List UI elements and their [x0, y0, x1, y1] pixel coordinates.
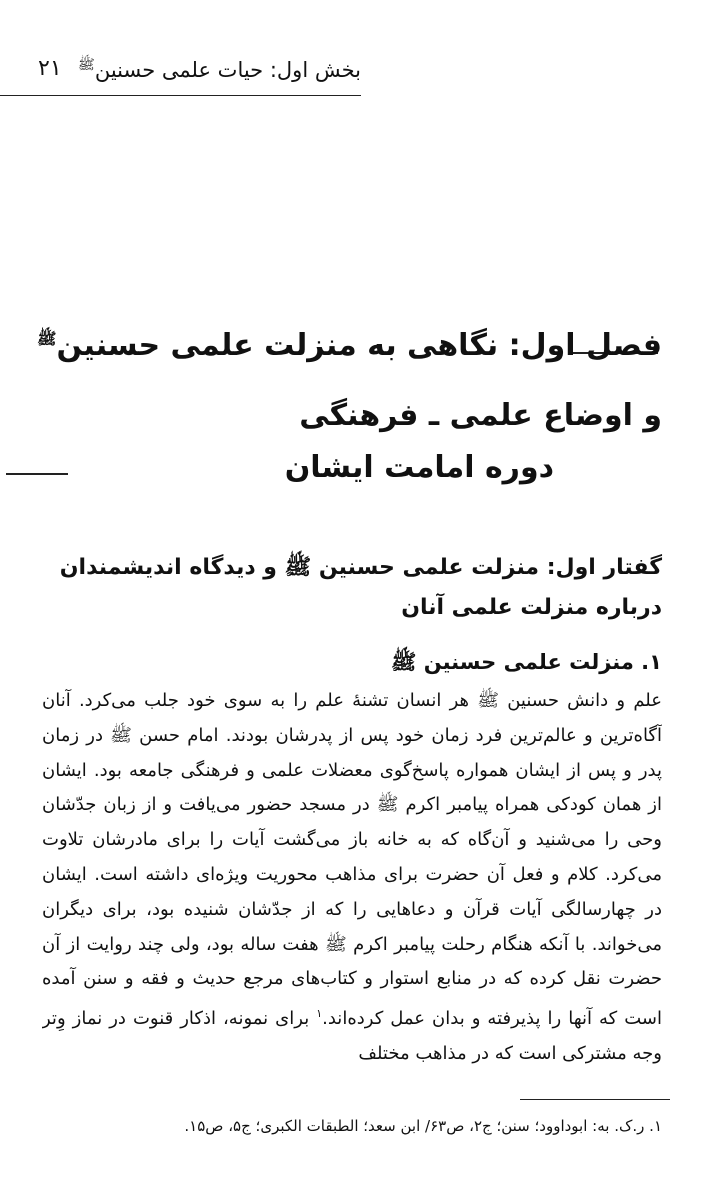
footnote-marker: ۱ — [316, 1007, 323, 1021]
footnote-rule — [520, 1099, 670, 1100]
chapter-title-line-1 — [22, 328, 662, 384]
running-header — [0, 52, 361, 96]
chapter-title-honorific: ﷺ — [37, 329, 57, 348]
body-text — [42, 684, 662, 1074]
section-title: گفتار اول: منزلت علمی حسنین ﷺ و دیدگاه اندیشمندان درباره منزلت علمی آنان — [59, 555, 662, 620]
chapter-dash-left — [6, 473, 68, 475]
chapter-title-line-1-text: فصل اول: نگاهی به منزلت علمی حسنین — [56, 328, 662, 363]
chapter-title-line-2: و اوضاع علمی ـ فرهنگی — [299, 398, 662, 433]
body-paragraph-tail: برای نمونه، اذکار قنوت در نماز وِتر وجه مشترکی است که در مذاهب مختلف — [42, 1008, 662, 1064]
chapter-title-line-3: دوره امامت ایشان — [284, 450, 554, 485]
body-paragraph — [42, 684, 662, 1072]
subsection-title: ۱. منزلت علمی حسنین ﷺ — [391, 650, 662, 674]
footnote: ۱. ر.ک. به: ابوداوود؛ سنن؛ ج۲، ص۶۳/ ابن سعد؛ الطبقات الکبری؛ ج۵، ص۱۵. — [184, 1117, 662, 1135]
page-number: ۲۱ — [38, 56, 62, 81]
running-title-text: بخش اول: حیات علمی حسنین — [94, 58, 361, 82]
running-title-honorific: ﷺ — [77, 57, 95, 73]
header-rule — [0, 95, 361, 96]
running-title — [78, 56, 361, 82]
body-paragraph-main: علم و دانش حسنین ﷺ هر انسان تشنهٔ علم را به سوی خود جلب می‌کرد. آنان آگاه‌ترین و عالم‌ترین فرد زمان خود پس از پدرشان بودند. امام حسن ﷺ در زمان پدر و پس از ایشان همواره پاسخ‌گوی معضلات علمی و فرهنگی جامعه بود. ایشان از همان کودکی همراه پیامبر اکرم ﷺ در مسجد حضور می‌یافت و از زبان جدّشان وحی را می‌شنید و آن‌گاه که به خانه باز می‌گشت آیات را برای مادرشان تلاوت می‌کرد. کلام و فعل آن حضرت برای مذاهب محوریت ویژه‌ای داشته است. ایشان در چهارسالگی آیات قرآن و دعاهایی را که از جدّشان شنیده بود، برای دیگران می‌خواند. با آنکه هنگام رحلت پیامبر اکرم ﷺ هفت ساله بود، ولی چند روایت از آن حضرت نقل کرده که در منابع استوار و کتاب‌های مرجع حدیث و فقه و سنن آمده است که آنها را پذیرفته و بدان عمل کرده‌اند. — [42, 690, 662, 1030]
